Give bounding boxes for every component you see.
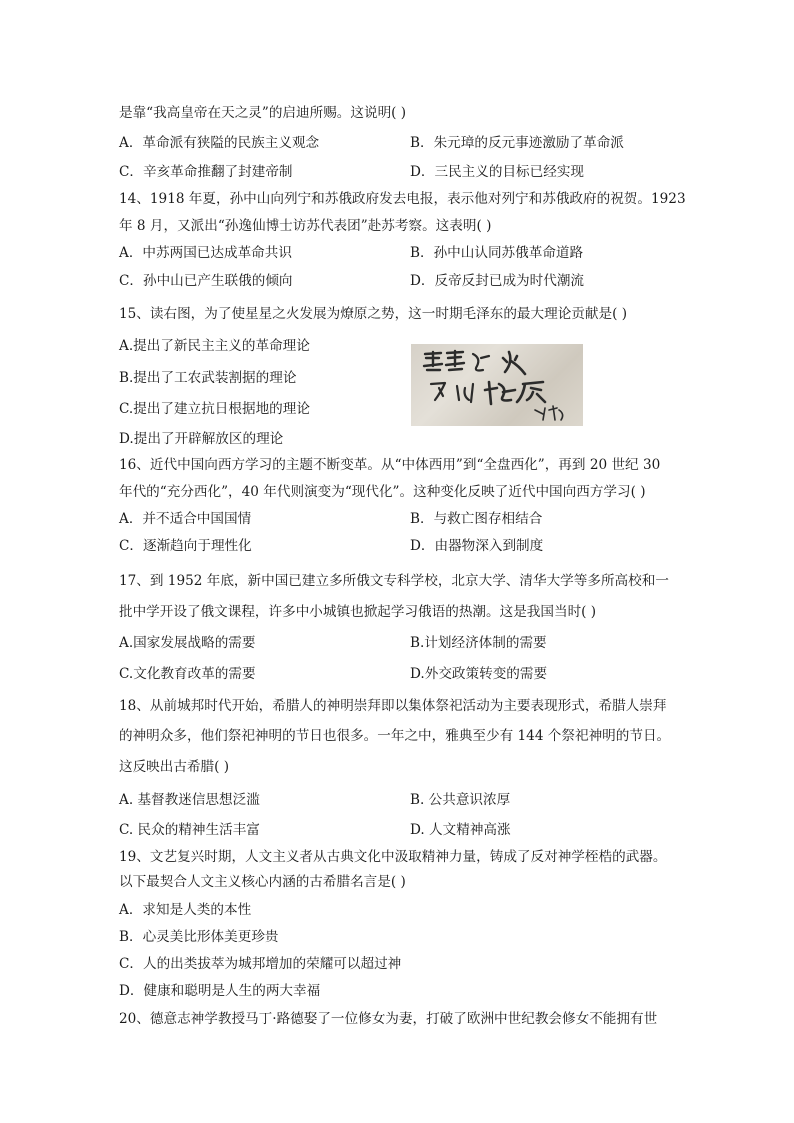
q14-option-c: C．孙中山已产生联俄的倾向 [119, 273, 293, 289]
q15-option-d: D.提出了开辟解放区的理论 [119, 431, 284, 447]
q13-option-a: A．革命派有狭隘的民族主义观念 [119, 135, 320, 151]
q15-stem-line1: 15、读右图，为了使星星之火发展为燎原之势，这一时期毛泽东的最大理论贡献是( ) [119, 306, 628, 322]
q17-option-c: C.文化教育改革的需要 [119, 666, 256, 682]
q16-option-c: C．逐渐趋向于理性化 [119, 538, 252, 554]
q14-option-d: D．反帝反封已成为时代潮流 [410, 273, 585, 289]
q18-option-b: B. 公共意识浓厚 [410, 792, 511, 808]
q17-stem-line1: 17、到 1952 年底，新中国已建立多所俄文专科学校，北京大学、清华大学等多所高校和一 [119, 573, 669, 589]
q19-stem-line1: 19、文艺复兴时期，人文主义者从古典文化中汲取精神力量，铸成了反对神学桎梏的武器。 [119, 849, 667, 865]
calligraphy-drawing [411, 344, 583, 426]
q19-stem-line2: 以下最契合人文主义核心内涵的古希腊名言是( ) [119, 874, 406, 890]
q18-stem-line1: 18、从前城邦时代开始，希腊人的神明崇拜即以集体祭祀活动为主要表现形式，希腊人崇拜 [119, 698, 667, 714]
q13-option-c: C．辛亥革命推翻了封建帝制 [119, 164, 293, 180]
q18-option-d: D. 人文精神高涨 [410, 822, 511, 838]
q15-option-c: C.提出了建立抗日根据地的理论 [119, 401, 310, 417]
q18-option-a: A. 基督教迷信思想泛滥 [119, 792, 260, 808]
q17-stem-line2: 批中学开设了俄文课程，许多中小城镇也掀起学习俄语的热潮。这是我国当时( ) [119, 604, 597, 620]
q14-stem-line1: 14、1918 年夏，孙中山向列宁和苏俄政府发去电报，表示他对列宁和苏俄政府的祝贺。1923 [119, 191, 686, 207]
q13-option-b: B．朱元璋的反元事迹激励了革命派 [410, 135, 624, 151]
calligraphy-image [411, 344, 583, 426]
q20-stem-line1: 20、德意志神学教授马丁·路德娶了一位修女为妻，打破了欧洲中世纪教会修女不能拥有世 [119, 1011, 658, 1027]
q13-option-d: D．三民主义的目标已经实现 [410, 164, 585, 180]
q13-stem-tail: 是靠“我高皇帝在天之灵”的启迪所赐。这说明( ) [119, 105, 407, 121]
q19-option-a: A．求知是人类的本性 [119, 902, 252, 918]
q16-option-a: A．并不适合中国国情 [119, 511, 252, 527]
q16-option-b: B．与救亡图存相结合 [410, 511, 543, 527]
q18-option-c: C. 民众的精神生活丰富 [119, 822, 260, 838]
q16-option-d: D．由器物深入到制度 [410, 538, 544, 554]
q16-stem-line1: 16、近代中国向西方学习的主题不断变革。从“中体西用”到“全盘西化”，再到 20 世纪 30 [119, 457, 661, 473]
q16-stem-line2: 年代的“充分西化”，40 年代则演变为“现代化”。这种变化反映了近代中国向西方学习( ) [119, 484, 646, 500]
q14-stem-line2: 年 8 月，又派出“孙逸仙博士访苏代表团”赴苏考察。这表明( ) [119, 218, 492, 234]
q17-option-a: A.国家发展战略的需要 [119, 635, 256, 651]
q14-option-a: A．中苏两国已达成革命共识 [119, 245, 292, 261]
q18-stem-line2: 的神明众多，他们祭祀神明的节日也很多。一年之中，雅典至少有 144 个祭祀神明的节日。 [119, 728, 671, 744]
q19-option-b: B．心灵美比形体美更珍贵 [119, 929, 279, 945]
q17-option-b: B.计划经济体制的需要 [410, 635, 547, 651]
q15-option-b: B.提出了工农武装割据的理论 [119, 370, 297, 386]
q19-option-c: C．人的出类拔萃为城邦增加的荣耀可以超过神 [119, 956, 402, 972]
q14-option-b: B．孙中山认同苏俄革命道路 [410, 245, 584, 261]
q19-option-d: D．健康和聪明是人生的两大幸福 [119, 983, 321, 999]
q18-stem-line3: 这反映出古希腊( ) [119, 759, 230, 775]
q15-option-a: A.提出了新民主主义的革命理论 [119, 338, 310, 354]
q17-option-d: D.外交政策转变的需要 [410, 666, 548, 682]
